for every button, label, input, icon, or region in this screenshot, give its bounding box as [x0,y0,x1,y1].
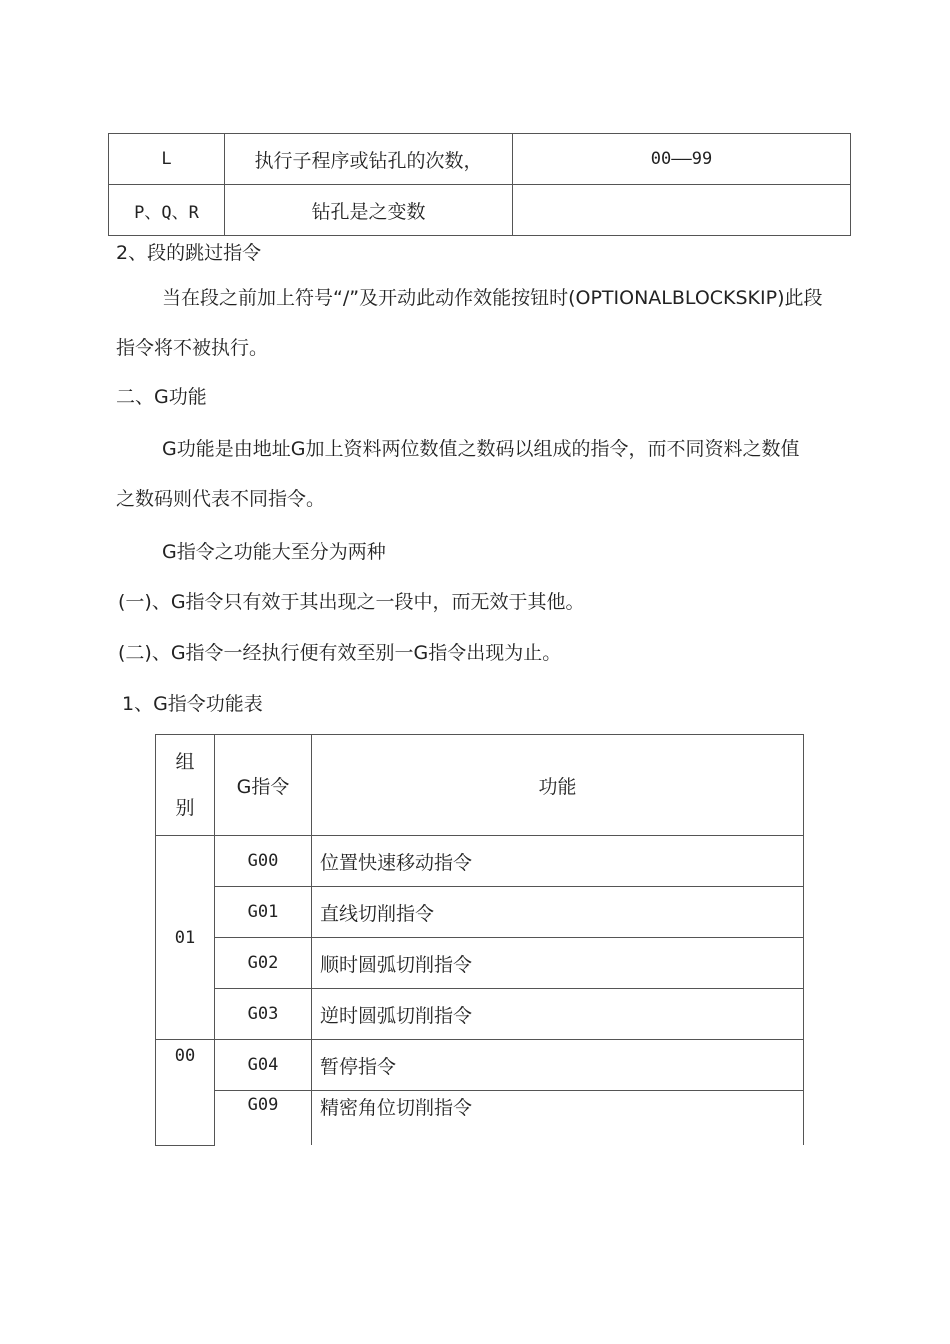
table-row [109,185,851,236]
table-cell-range [513,185,851,236]
list-item: (二)、G指令一经执行便有效至别一G指令出现为止。 [118,642,562,664]
section-heading: 2、段的跳过指令 [116,242,262,264]
header-func: 功能 [312,735,804,836]
table-row [156,887,804,938]
g-code-cell: G00 [215,836,312,887]
header-group-char: 别 [175,797,195,819]
header-group [156,735,215,836]
g-code-cell: G09 [215,1091,312,1146]
table-row [156,1091,804,1146]
group-cell: 00 [156,1040,215,1146]
table-cell-desc: 执行子程序或钻孔的次数， [225,134,513,185]
header-code: G指令 [215,735,312,836]
g-func-cell: 逆时圆弧切削指令 [312,989,804,1040]
g-func-cell: 顺时圆弧切削指令 [312,938,804,989]
parameter-table [108,133,851,236]
paragraph: G指令之功能大至分为两种 [162,541,386,563]
subheading: 1、G指令功能表 [122,693,263,715]
table-cell-code: P、Q、R [109,185,225,236]
table-row [156,1040,804,1091]
table-row [156,938,804,989]
paragraph-line: 之数码则代表不同指令。 [116,488,326,510]
table-cell-range: 00——99 [513,134,851,185]
g-func-cell: 直线切削指令 [312,887,804,938]
table-cell-code: L [109,134,225,185]
paragraph-line: 当在段之前加上符号“/”及开动此动作效能按钮时(OPTIONALBLOCKSKIP)此段 [162,287,823,309]
group-cell: 01 [156,836,215,1040]
table-row [109,134,851,185]
g-func-cell: 精密角位切削指令 [312,1091,804,1146]
table-cell-desc: 钻孔是之变数 [225,185,513,236]
paragraph-line: G功能是由地址G加上资料两位数值之数码以组成的指令，而不同资料之数值 [162,438,800,460]
g-func-cell: 位置快速移动指令 [312,836,804,887]
chapter-heading: 二、G功能 [116,386,207,408]
header-group-char: 组 [175,751,195,773]
table-header-row [156,735,804,836]
table-row [156,989,804,1040]
g-code-table [155,734,804,1146]
list-item: (一)、G指令只有效于其出现之一段中，而无效于其他。 [118,591,585,613]
g-code-cell: G04 [215,1040,312,1091]
g-code-cell: G02 [215,938,312,989]
paragraph-line: 指令将不被执行。 [116,337,269,359]
table-row [156,836,804,887]
g-code-cell: G01 [215,887,312,938]
g-code-cell: G03 [215,989,312,1040]
g-func-cell: 暂停指令 [312,1040,804,1091]
